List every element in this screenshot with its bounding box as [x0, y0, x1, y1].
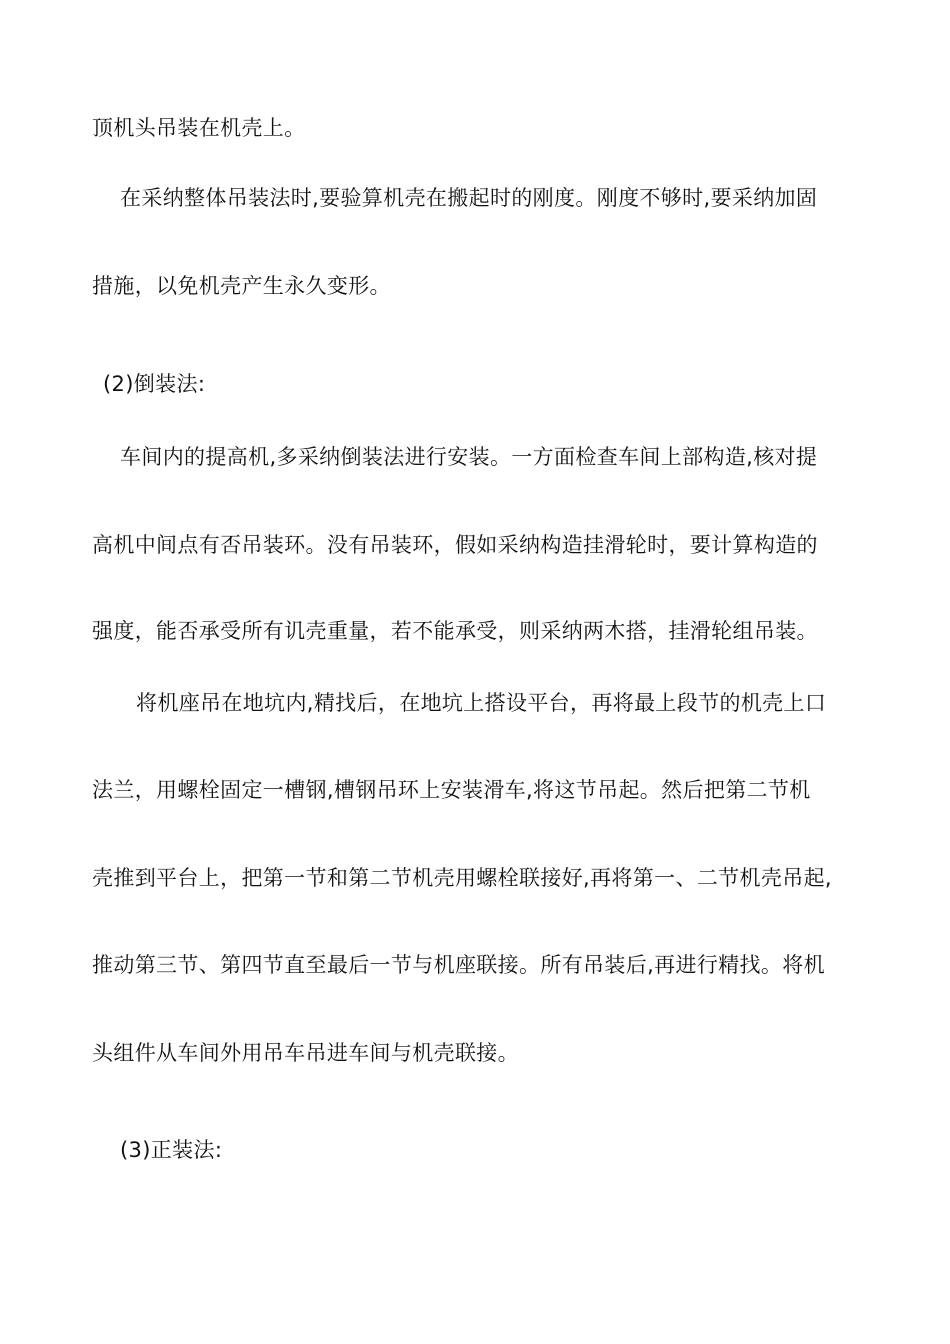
text-line-2: 在采纳整体吊装法时,要验算机壳在搬起时的刚度。刚度不够时,要采纳加固 — [120, 186, 818, 210]
text-line-3: 措施，以免机壳产生永久变形。 — [92, 274, 391, 298]
text-line-8: 将机座吊在地坑内,精找后，在地坑上搭设平台，再将最上段节的机壳上口 — [136, 691, 827, 715]
text-line-6: 高机中间点有否吊装环。没有吊装环，假如采纳构造挂滑轮时，要计算构造的 — [92, 533, 818, 557]
text-line-7: 强度，能否承受所有讥壳重量，若不能承受，则采纳两木搭，挂滑轮组吊装。 — [92, 619, 818, 643]
text-line-9: 法兰，用螺栓固定一槽钢,槽钢吊环上安装滑车,将这节吊起。然后把第二节机 — [92, 778, 811, 802]
text-line-5: 车间内的提高机,多采纳倒装法进行安装。一方面检查车间上部构造,核对提 — [120, 445, 818, 469]
section-heading-2: (2)倒装法: — [103, 372, 206, 396]
section-heading-3: (3)正装法: — [120, 1138, 223, 1162]
text-line-11: 推动第三节、第四节直至最后一节与机座联接。所有吊装后,再进行精找。将机 — [92, 953, 825, 977]
text-line-1: 顶机头吊装在机壳上。 — [92, 116, 306, 140]
text-line-12: 头组件从车间外用吊车吊进车间与机壳联接。 — [92, 1041, 519, 1065]
text-line-10: 壳推到平台上，把第一节和第二节机壳用螺栓联接好,再将第一、二节机壳吊起, — [92, 866, 832, 890]
